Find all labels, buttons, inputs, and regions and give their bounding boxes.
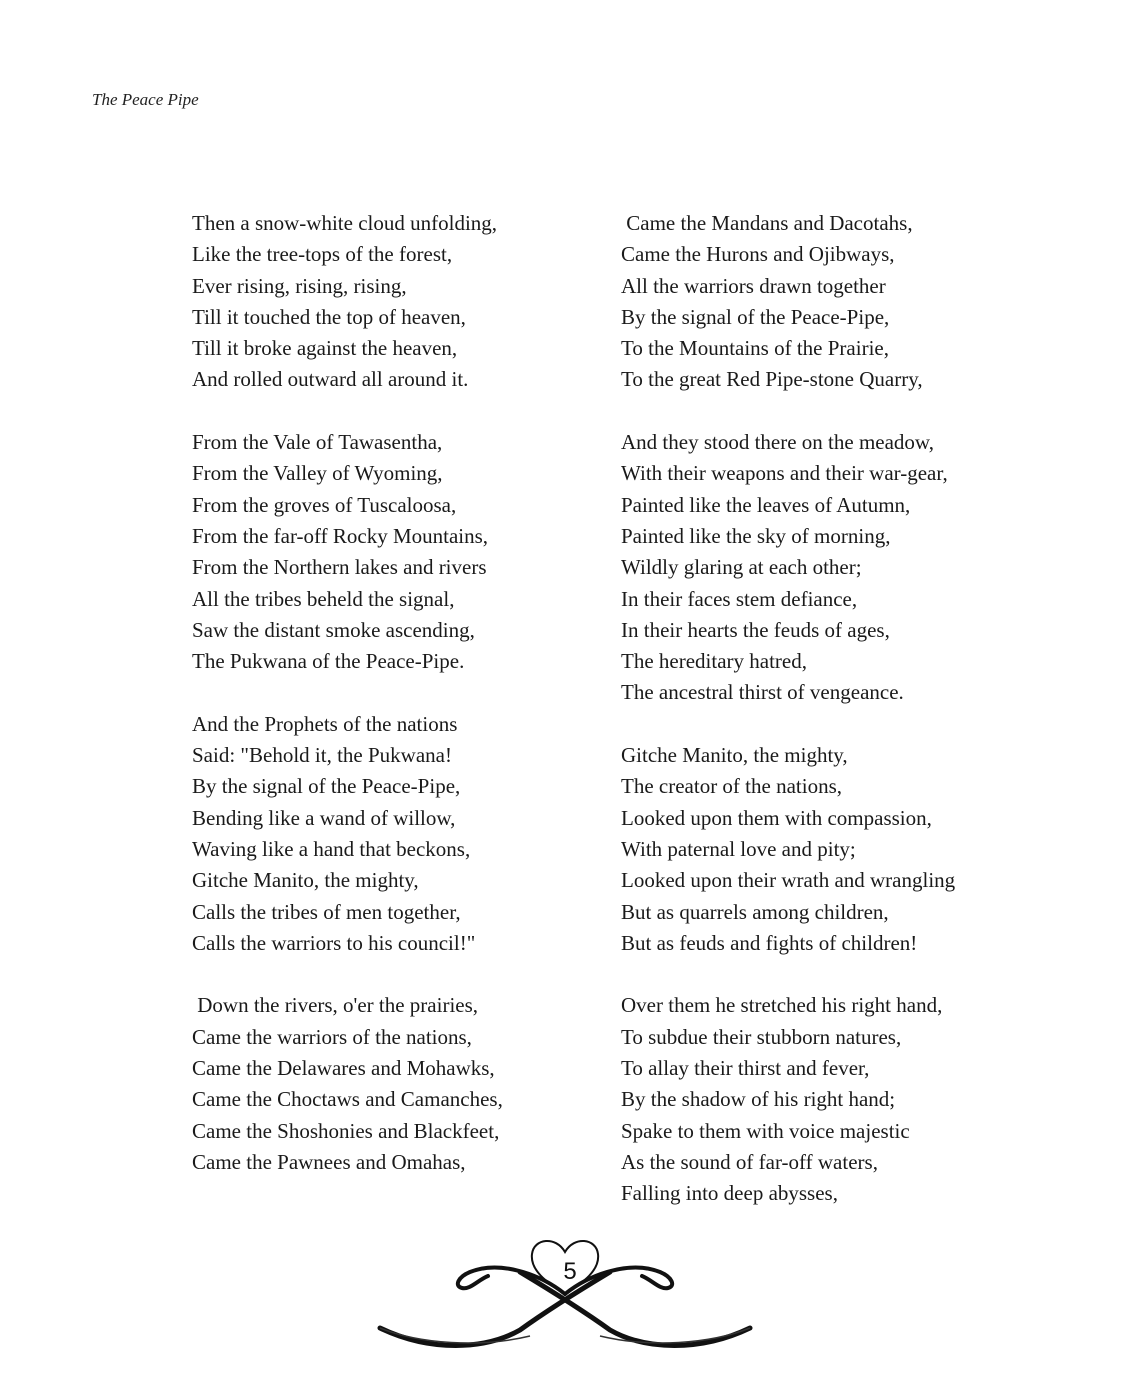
poem-line: To the great Red Pipe-stone Quarry, [621, 367, 923, 392]
poem-line: Down the rivers, o'er the prairies, [192, 993, 479, 1018]
poem-line: Calls the warriors to his council!" [192, 930, 476, 955]
poem-line: The creator of the nations, [621, 774, 842, 799]
poem-line: From the groves of Tuscaloosa, [192, 492, 457, 517]
poem-line: But as quarrels among children, [621, 899, 889, 924]
poem-line: By the signal of the Peace-Pipe, [621, 304, 890, 329]
poem-line: The Pukwana of the Peace-Pipe. [192, 649, 465, 674]
poem-line: To the Mountains of the Prairie, [621, 336, 889, 361]
poem-line: From the Valley of Wyoming, [192, 461, 443, 486]
stanza [192, 709, 572, 959]
poem-line: Looked upon their wrath and wrangling [621, 868, 956, 893]
poem-line: Looked upon them with compassion, [621, 805, 932, 830]
poem-line: Over them he stretched his right hand, [621, 993, 943, 1018]
poem-line: Calls the tribes of men together, [192, 899, 461, 924]
poem-line: To allay their thirst and fever, [621, 1056, 870, 1081]
stanza [621, 740, 1041, 959]
page-number: 5 [563, 1258, 577, 1285]
stanza [621, 990, 1041, 1209]
poem-line: Came the Hurons and Ojibways, [621, 242, 895, 267]
poem-line: Came the Mandans and Dacotahs, [621, 211, 913, 235]
heart-swirl-ornament-icon [370, 1232, 760, 1362]
poem-line: Waving like a hand that beckons, [192, 836, 471, 861]
poem-line: The hereditary hatred, [621, 649, 807, 674]
poem-line: By the signal of the Peace-Pipe, [192, 774, 461, 799]
poem-line: Said: "Behold it, the Pukwana! [192, 743, 452, 768]
poem-line: Came the Delawares and Mohawks, [192, 1056, 495, 1081]
poem-line: Came the Pawnees and Omahas, [192, 1149, 466, 1174]
poem-line: Then a snow-white cloud unfolding, [192, 211, 498, 235]
poem-line: Like the tree-tops of the forest, [192, 242, 453, 267]
poem-line: From the far-off Rocky Mountains, [192, 523, 489, 548]
poem-line: Saw the distant smoke ascending, [192, 617, 475, 642]
stanza [192, 990, 572, 1178]
poem-line: Gitche Manito, the mighty, [621, 743, 848, 768]
poem-line: The ancestral thirst of vengeance. [621, 680, 904, 705]
running-header-title: The Peace Pipe [92, 90, 199, 109]
poem-line: In their faces stem defiance, [621, 586, 858, 611]
poem-line: Spake to them with voice majestic [621, 1118, 910, 1143]
poem-line: And they stood there on the meadow, [621, 430, 934, 455]
poem-line: To subdue their stubborn natures, [621, 1024, 902, 1049]
poem-line: Painted like the sky of morning, [621, 523, 891, 548]
poem-line: Came the warriors of the nations, [192, 1024, 472, 1049]
poem-line: By the shadow of his right hand; [621, 1087, 896, 1112]
poem-line: Came the Shoshonies and Blackfeet, [192, 1118, 500, 1143]
poem-line: And rolled outward all around it. [192, 367, 469, 392]
stanza [192, 208, 572, 396]
poem-column-right [621, 208, 1041, 1241]
poem-line: Till it broke against the heaven, [192, 336, 458, 361]
poem-line: With paternal love and pity; [621, 836, 856, 861]
stanza [621, 208, 1041, 396]
poem-column-left [192, 208, 572, 1210]
stanza [192, 427, 572, 677]
poem-line: All the tribes beheld the signal, [192, 586, 455, 611]
poem-line: All the warriors drawn together [621, 273, 886, 298]
poem-line: Came the Choctaws and Camanches, [192, 1087, 503, 1112]
poem-line: Till it touched the top of heaven, [192, 304, 466, 329]
poem-line: Wildly glaring at each other; [621, 555, 862, 580]
poem-line: And the Prophets of the nations [192, 711, 458, 736]
poem-line: In their hearts the feuds of ages, [621, 617, 890, 642]
poem-line: Falling into deep abysses, [621, 1181, 838, 1206]
poem-line: From the Vale of Tawasentha, [192, 430, 443, 455]
poem-line: Ever rising, rising, rising, [192, 273, 407, 298]
poem-line: Gitche Manito, the mighty, [192, 868, 419, 893]
poem-line: With their weapons and their war-gear, [621, 461, 948, 486]
stanza [621, 427, 1041, 709]
poem-line: From the Northern lakes and rivers [192, 555, 487, 580]
poem-line: Painted like the leaves of Autumn, [621, 492, 911, 517]
poem-line: As the sound of far-off waters, [621, 1149, 878, 1174]
poem-line: But as feuds and fights of children! [621, 930, 918, 955]
poem-line: Bending like a wand of willow, [192, 805, 456, 830]
